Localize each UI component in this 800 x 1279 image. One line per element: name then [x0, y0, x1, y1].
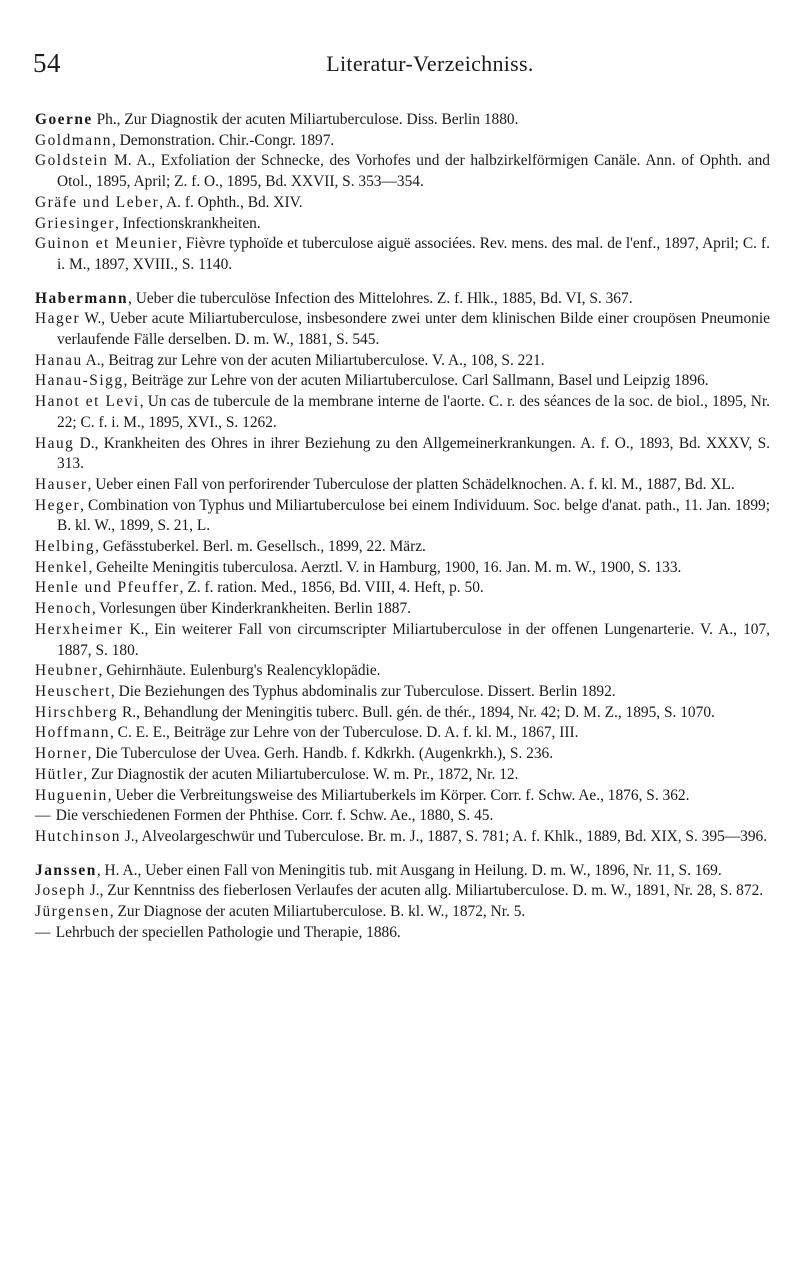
reference-author: Hauser	[35, 475, 88, 493]
reference-text: D., Krankheiten des Ohres in ihrer Beziehung zu den Allgemeinerkrankungen. A. f. O., 1893, Bd. XXXV, S. 313.	[57, 434, 770, 473]
reference-entry	[35, 475, 770, 496]
reference-entry	[35, 151, 770, 192]
reference-list	[35, 110, 770, 943]
reference-entry	[35, 806, 770, 827]
reference-entry	[35, 289, 770, 310]
reference-entry	[35, 902, 770, 923]
reference-author: —	[35, 807, 52, 825]
reference-author: Henle und Pfeuffer	[35, 579, 180, 597]
reference-text: , C. E. E., Beiträge zur Lehre von der Tuberculose. D. A. f. kl. M., 1867, III.	[109, 724, 579, 742]
reference-text: , Ueber einen Fall von perforirender Tuberculose der platten Schädelknochen. A. f. kl. M., 1887, Bd. XL.	[87, 475, 735, 493]
running-title: Literatur-Verzeichniss.	[326, 51, 534, 76]
reference-text: , Beiträge zur Lehre von der acuten Miliartuberculose. Carl Sallmann, Basel und Leipzig 1896.	[123, 372, 709, 390]
reference-text: M. A., Exfoliation der Schnecke, des Vorhofes und der halbzirkelförmigen Canäle. Ann. of Ophth. and Otol., 1895, April; Z. f. O., 1895, Bd. XXVII, S. 353—354.	[57, 152, 770, 191]
reference-entry	[35, 110, 770, 131]
reference-entry	[35, 881, 770, 902]
reference-text: A., Beitrag zur Lehre von der acuten Miliartuberculose. V. A., 108, S. 221.	[82, 351, 545, 369]
reference-entry	[35, 578, 770, 599]
reference-author: Joseph	[35, 882, 86, 900]
reference-entry	[35, 496, 770, 537]
reference-author: Hirschberg	[35, 703, 119, 721]
reference-text: J., Alveolargeschwür und Tuberculose. Br. m. J., 1887, S. 781; A. f. Khlk., 1889, Bd. XIX, S. 395—396.	[120, 827, 768, 845]
reference-entry	[35, 786, 770, 807]
reference-text: Ph., Zur Diagnostik der acuten Miliartuberculose. Diss. Berlin 1880.	[92, 111, 519, 128]
reference-author: Jürgensen	[35, 903, 110, 921]
reference-text: W., Ueber acute Miliartuberculose, insbesondere zwei unter dem klinischen Bilde einer croupösen Pneumonie verlaufende Fälle derselben. D. m. W., 1881, S. 545.	[57, 310, 770, 349]
reference-entry	[35, 392, 770, 433]
reference-author: Guinon et Meunier	[35, 235, 178, 253]
reference-author: Herxheimer	[35, 620, 124, 638]
reference-text: Die verschiedenen Formen der Phthise. Corr. f. Schw. Ae., 1880, S. 45.	[51, 807, 494, 825]
reference-author: Huguenin	[35, 786, 108, 804]
page-header	[0, 40, 800, 80]
reference-text: , Ueber die Verbreitungsweise des Miliartuberkels im Körper. Corr. f. Schw. Ae., 1876, S. 362.	[107, 786, 690, 804]
reference-author: Hanau-Sigg	[35, 372, 124, 390]
reference-author: Habermann	[35, 289, 129, 307]
reference-author: Goldstein	[35, 152, 109, 170]
page-number: 54	[33, 48, 61, 78]
reference-entry	[35, 723, 770, 744]
reference-author: Hütler	[35, 765, 84, 783]
reference-author: Gräfe und Leber	[35, 193, 160, 211]
reference-entry	[35, 620, 770, 661]
reference-author: Heger	[35, 496, 81, 514]
reference-text: , Infectionskrankheiten.	[114, 214, 261, 232]
reference-author: Griesinger	[35, 214, 115, 232]
reference-text: , Geheilte Meningitis tuberculosa. Aerztl. V. in Hamburg, 1900, 16. Jan. M. m. W., 1900, S. 133.	[88, 558, 682, 576]
reference-author: Goerne	[35, 111, 93, 128]
reference-author: Horner	[35, 745, 88, 763]
reference-text: , Zur Diagnose der acuten Miliartuberculose. B. kl. W., 1872, Nr. 5.	[109, 903, 526, 921]
reference-text: , A. f. Ophth., Bd. XIV.	[159, 193, 303, 211]
reference-entry	[35, 193, 770, 214]
reference-author: Helbing	[35, 538, 96, 556]
reference-text: , Fièvre typhoïde et tuberculose aiguë associées. Rev. mens. des mal. de l'enf., 1897, April; C. f. i. M., 1897, XVIII., S. 1140.	[57, 235, 770, 273]
reference-author: Henoch	[35, 600, 92, 618]
reference-text: , Gefässtuberkel. Berl. m. Gesellsch., 1899, 22. März.	[95, 538, 426, 556]
reference-author: Henkel	[35, 558, 89, 576]
reference-entry	[35, 703, 770, 724]
reference-author: Hoffmann	[35, 724, 110, 742]
reference-text: , Demonstration. Chir.-Congr. 1897.	[111, 131, 335, 149]
reference-entry	[35, 661, 770, 682]
reference-entry	[35, 923, 770, 944]
reference-text: R., Behandlung der Meningitis tuberc. Bull. gén. de thér., 1894, Nr. 42; D. M. Z., 1895, S. 1070.	[118, 703, 715, 721]
reference-text: Lehrbuch der speciellen Pathologie und Therapie, 1886.	[51, 923, 401, 941]
reference-entry	[35, 827, 770, 848]
reference-entry	[35, 309, 770, 350]
letter-group-gap	[35, 848, 770, 861]
reference-text: , Combination von Typhus und Miliartuberculose bei einem Individuum. Soc. belge d'anat. path., 11. Jan. 1899; B. kl. W., 1899, S. 21, L.	[57, 496, 770, 535]
reference-entry	[35, 744, 770, 765]
reference-entry	[35, 351, 770, 372]
reference-text: , Ueber die tuberculöse Infection des Mittelohres. Z. f. Hlk., 1885, Bd. VI, S. 367.	[128, 289, 633, 307]
reference-author: Heubner	[35, 662, 99, 680]
reference-entry	[35, 537, 770, 558]
reference-entry	[35, 765, 770, 786]
reference-author: Hanot et Levi	[35, 393, 140, 411]
reference-author: Heuschert	[35, 682, 111, 700]
reference-text: , Die Tuberculose der Uvea. Gerh. Handb. f. Kdkrkh. (Augenkrkh.), S. 236.	[87, 745, 554, 763]
reference-entry	[35, 599, 770, 620]
reference-text: , Gehirnhäute. Eulenburg's Realencyklopädie.	[98, 662, 381, 680]
reference-text: , Zur Diagnostik der acuten Miliartuberculose. W. m. Pr., 1872, Nr. 12.	[83, 765, 519, 783]
reference-entry	[35, 371, 770, 392]
reference-author: Janssen	[35, 861, 97, 879]
reference-author: Hager	[35, 310, 81, 328]
reference-author: Goldmann	[35, 131, 112, 149]
reference-entry	[35, 234, 770, 275]
reference-text: , Die Beziehungen des Typhus abdominalis zur Tuberculose. Dissert. Berlin 1892.	[110, 682, 616, 700]
letter-group-gap	[35, 276, 770, 289]
reference-text: , H. A., Ueber einen Fall von Meningitis tub. mit Ausgang in Heilung. D. m. W., 1896, Nr. 11, S. 169.	[96, 861, 722, 879]
reference-entry	[35, 214, 770, 235]
reference-entry	[35, 682, 770, 703]
reference-text: , Un cas de tubercule de la membrane interne de l'aorte. C. r. des séances de la soc. de biol., 1895, Nr. 22; C. f. i. M., 1895, XVI., S. 1262.	[57, 393, 770, 431]
reference-text: , Z. f. ration. Med., 1856, Bd. VIII, 4. Heft, p. 50.	[179, 579, 484, 597]
reference-author: Hutchinson	[35, 827, 121, 845]
reference-entry	[35, 861, 770, 882]
reference-text: K., Ein weiterer Fall von circumscripter Miliartuberculose in der offenen Lungenarterie. V. A., 107, 1887, S. 180.	[57, 620, 770, 659]
reference-entry	[35, 434, 770, 475]
reference-entry	[35, 131, 770, 152]
reference-author: Haug	[35, 434, 75, 452]
reference-text: , Vorlesungen über Kinderkrankheiten. Berlin 1887.	[91, 600, 412, 618]
reference-entry	[35, 558, 770, 579]
reference-text: J., Zur Kenntniss des fieberlosen Verlaufes der acuten allg. Miliartuberculose. D. m. W., 1891, Nr. 28, S. 872.	[85, 882, 764, 900]
reference-author: Hanau	[35, 351, 83, 369]
reference-author: —	[35, 923, 52, 941]
